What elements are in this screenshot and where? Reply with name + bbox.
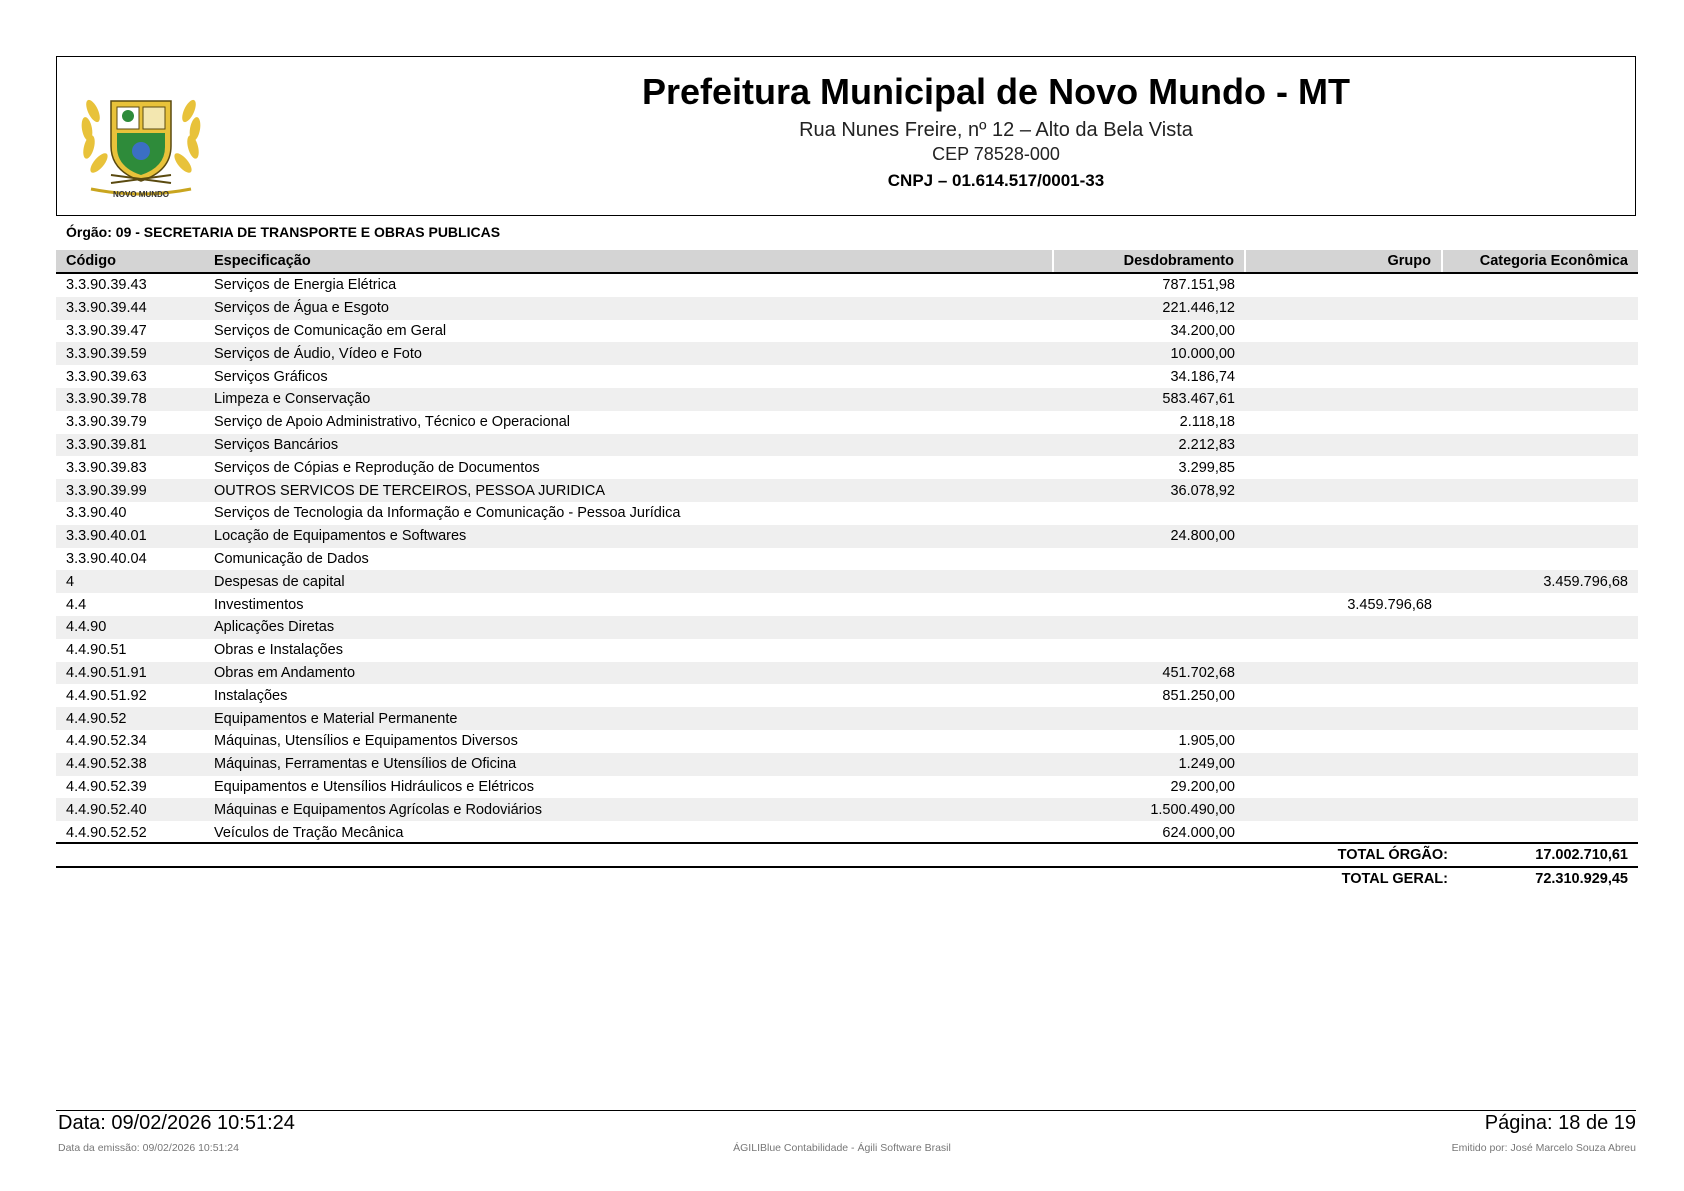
cell-especificacao: Aplicações Diretas (204, 616, 1053, 639)
cell-desdobramento (1053, 639, 1245, 662)
cell-especificacao: Veículos de Tração Mecânica (214, 824, 404, 841)
cell-especificacao: Despesas de capital (204, 570, 1053, 593)
cell-codigo: 3.3.90.39.99 (56, 479, 204, 502)
cell-grupo (1245, 525, 1442, 548)
cell-desdobramento: 1.905,00 (1178, 733, 1235, 750)
cell-categoria (1442, 548, 1638, 571)
cell-categoria (1442, 525, 1638, 548)
cell-grupo (1245, 616, 1442, 639)
col-header-categoria: Categoria Econômica (1442, 250, 1638, 273)
municipal-crest-logo (71, 71, 211, 201)
cell-grupo (1245, 273, 1442, 297)
totals-block (56, 842, 1638, 890)
cell-categoria (1442, 753, 1638, 776)
orgao-heading: Órgão: 09 - SECRETARIA DE TRANSPORTE E OBRAS PUBLICAS (66, 224, 501, 240)
cell-categoria (1442, 662, 1638, 685)
total-geral-value: 72.310.929,45 (1535, 871, 1628, 887)
cell-desdobramento (1053, 707, 1245, 730)
cell-desdobramento (1053, 502, 1245, 525)
cell-categoria (1442, 411, 1638, 434)
table-row (56, 593, 1638, 616)
cell-codigo: 3.3.90.40.04 (66, 550, 147, 567)
total-orgao-value: 17.002.710,61 (1535, 847, 1628, 863)
cell-categoria (1442, 342, 1638, 365)
cell-grupo (1245, 297, 1442, 320)
table-row (56, 456, 1638, 479)
cell-especificacao: Máquinas, Ferramentas e Utensílios de Oficina (204, 753, 1053, 776)
expense-table (56, 250, 1638, 844)
cell-desdobramento: 10.000,00 (1053, 342, 1245, 365)
table-row (56, 479, 1638, 502)
cell-grupo (1245, 365, 1442, 388)
cell-grupo (1245, 479, 1442, 502)
cell-desdobramento: 221.446,12 (1053, 297, 1245, 320)
cell-especificacao: Comunicação de Dados (214, 550, 369, 567)
svg-text:NOVO MUNDO: NOVO MUNDO (113, 190, 169, 199)
cell-especificacao: Serviços de Tecnologia da Informação e Comunicação - Pessoa Jurídica (214, 505, 681, 522)
table-row (56, 684, 1638, 707)
cell-categoria (1442, 502, 1638, 525)
table-row (56, 753, 1638, 776)
cell-grupo (1245, 434, 1442, 457)
cell-codigo: 3.3.90.39.43 (66, 277, 147, 294)
total-orgao-row (56, 842, 1638, 866)
table-row (56, 342, 1638, 365)
table-row (56, 525, 1638, 548)
cell-desdobramento (1053, 593, 1245, 616)
cell-especificacao: Serviço de Apoio Administrativo, Técnico e Operacional (214, 414, 570, 431)
cell-desdobramento: 451.702,68 (1053, 662, 1245, 685)
cell-desdobramento: 3.299,85 (1178, 459, 1235, 476)
cell-especificacao: Serviços de Água e Esgoto (204, 297, 1053, 320)
cell-especificacao: Serviços de Energia Elétrica (214, 277, 397, 294)
table-row (56, 548, 1638, 571)
cell-categoria: 3.459.796,68 (1442, 570, 1638, 593)
cell-codigo: 3.3.90.39.83 (66, 459, 147, 476)
cell-categoria (1442, 456, 1638, 479)
cell-especificacao: Locação de Equipamentos e Softwares (204, 525, 1053, 548)
cell-grupo (1245, 753, 1442, 776)
cell-grupo (1245, 548, 1442, 571)
cell-desdobramento: 1.249,00 (1053, 753, 1245, 776)
cell-grupo (1245, 342, 1442, 365)
cell-codigo: 3.3.90.39.79 (66, 414, 147, 431)
cell-grupo (1245, 798, 1442, 821)
total-orgao-label: TOTAL ÓRGÃO: (1337, 847, 1448, 863)
cell-desdobramento: 583.467,61 (1053, 388, 1245, 411)
table-row (56, 411, 1638, 434)
table-row (56, 388, 1638, 411)
cell-grupo (1245, 320, 1442, 343)
table-row (56, 776, 1638, 799)
footer-page-number: Página: 18 de 19 (1484, 1112, 1636, 1134)
cell-especificacao: Obras e Instalações (214, 642, 343, 659)
cell-especificacao: Serviços de Áudio, Vídeo e Foto (204, 342, 1053, 365)
table-row (56, 570, 1638, 593)
cell-categoria (1442, 365, 1638, 388)
cell-desdobramento: 24.800,00 (1053, 525, 1245, 548)
cell-codigo: 3.3.90.39.44 (56, 297, 204, 320)
cell-grupo: 3.459.796,68 (1347, 596, 1432, 613)
cell-codigo: 3.3.90.40 (66, 505, 127, 522)
cell-categoria (1442, 320, 1638, 343)
cell-especificacao: Máquinas e Equipamentos Agrícolas e Rodoviários (204, 798, 1053, 821)
total-geral-row (56, 866, 1638, 890)
cnpj-line: CNPJ – 01.614.517/0001-33 (887, 171, 1105, 190)
cell-grupo (1245, 662, 1442, 685)
cell-grupo (1245, 570, 1442, 593)
cell-especificacao: Investimentos (214, 596, 304, 613)
cell-desdobramento: 787.151,98 (1162, 277, 1235, 294)
table-row (56, 434, 1638, 457)
cell-grupo (1245, 730, 1442, 753)
table-row (56, 616, 1638, 639)
footer-issued-by: Emitido por: José Marcelo Souza Abreu (1451, 1142, 1636, 1154)
cell-especificacao: Equipamentos e Utensílios Hidráulicos e Elétricos (214, 778, 534, 795)
cell-grupo (1245, 502, 1442, 525)
cell-categoria (1442, 388, 1638, 411)
cell-desdobramento: 34.186,74 (1170, 368, 1235, 385)
cell-especificacao: Serviços Gráficos (214, 368, 328, 385)
cell-codigo: 4 (56, 570, 204, 593)
cell-especificacao: Serviços de Comunicação em Geral (214, 322, 447, 339)
cell-desdobramento (1053, 616, 1245, 639)
page-header (56, 56, 1636, 216)
cell-categoria (1442, 273, 1638, 297)
table-row (56, 273, 1638, 297)
cell-grupo (1245, 684, 1442, 707)
cell-desdobramento: 624.000,00 (1162, 824, 1235, 841)
footer-software: ÁGILIBlue Contabilidade - Ágili Software Brasil (733, 1142, 951, 1154)
col-header-codigo: Código (56, 250, 204, 273)
cell-codigo: 4.4.90 (56, 616, 204, 639)
cell-codigo: 4.4.90.52.38 (56, 753, 204, 776)
cell-grupo (1245, 388, 1442, 411)
table-row (56, 730, 1638, 753)
cell-grupo (1245, 707, 1442, 730)
cell-desdobramento: 1.500.490,00 (1053, 798, 1245, 821)
cell-codigo: 3.3.90.39.81 (56, 434, 204, 457)
cell-especificacao: OUTROS SERVICOS DE TERCEIROS, PESSOA JURIDICA (204, 479, 1053, 502)
cell-categoria (1442, 684, 1638, 707)
footer-divider (56, 1110, 1636, 1111)
cell-categoria (1442, 821, 1638, 844)
cell-categoria (1442, 593, 1638, 616)
cell-desdobramento: 36.078,92 (1053, 479, 1245, 502)
cell-codigo: 4.4.90.52.34 (66, 733, 147, 750)
cell-desdobramento: 2.212,83 (1053, 434, 1245, 457)
table-row (56, 662, 1638, 685)
cell-especificacao: Máquinas, Utensílios e Equipamentos Diversos (214, 733, 518, 750)
footer-date: Data: 09/02/2026 10:51:24 (58, 1112, 295, 1134)
cell-codigo: 4.4.90.52.52 (66, 824, 147, 841)
cell-categoria (1442, 479, 1638, 502)
total-geral-label: TOTAL GERAL: (1341, 871, 1448, 887)
col-header-grupo: Grupo (1245, 250, 1442, 273)
table-row (56, 821, 1638, 844)
cell-codigo: 4.4.90.51.92 (66, 687, 147, 704)
cell-grupo (1245, 456, 1442, 479)
cell-especificacao: Limpeza e Conservação (204, 388, 1053, 411)
cell-categoria (1442, 798, 1638, 821)
cell-categoria (1442, 730, 1638, 753)
cell-codigo: 3.3.90.39.78 (56, 388, 204, 411)
cell-especificacao: Equipamentos e Material Permanente (204, 707, 1053, 730)
table-row (56, 365, 1638, 388)
cell-categoria (1442, 707, 1638, 730)
table-row (56, 639, 1638, 662)
col-header-especificacao: Especificação (204, 250, 1053, 273)
table-header-row (56, 250, 1638, 273)
table-row (56, 798, 1638, 821)
cell-categoria (1442, 776, 1638, 799)
cell-especificacao: Serviços de Cópias e Reprodução de Documentos (214, 459, 540, 476)
cell-especificacao: Serviços Bancários (204, 434, 1053, 457)
cell-desdobramento: 29.200,00 (1170, 778, 1235, 795)
page-title: Prefeitura Municipal de Novo Mundo - MT (641, 71, 1350, 112)
cell-desdobramento: 851.250,00 (1162, 687, 1235, 704)
cell-grupo (1245, 639, 1442, 662)
cell-desdobramento (1053, 570, 1245, 593)
cep-line: CEP 78528-000 (932, 144, 1060, 164)
table-row (56, 502, 1638, 525)
col-header-desdobramento: Desdobramento (1053, 250, 1245, 273)
cell-grupo (1245, 411, 1442, 434)
cell-codigo: 4.4.90.52.40 (56, 798, 204, 821)
cell-desdobramento: 2.118,18 (1179, 414, 1235, 431)
cell-desdobramento: 34.200,00 (1170, 322, 1235, 339)
cell-grupo (1245, 821, 1442, 844)
cell-categoria (1442, 297, 1638, 320)
address-line: Rua Nunes Freire, nº 12 – Alto da Bela Vista (799, 119, 1193, 141)
cell-categoria (1442, 639, 1638, 662)
cell-especificacao: Instalações (214, 687, 288, 704)
cell-codigo: 4.4 (66, 596, 87, 613)
cell-codigo: 4.4.90.52 (56, 707, 204, 730)
table-row (56, 297, 1638, 320)
cell-codigo: 3.3.90.39.47 (66, 322, 147, 339)
cell-categoria (1442, 616, 1638, 639)
table-row (56, 320, 1638, 343)
cell-grupo (1245, 776, 1442, 799)
cell-codigo: 3.3.90.39.59 (56, 342, 204, 365)
cell-codigo: 4.4.90.52.39 (66, 778, 147, 795)
cell-categoria (1442, 434, 1638, 457)
cell-especificacao: Obras em Andamento (204, 662, 1053, 685)
footer-emission-date: Data da emissão: 09/02/2026 10:51:24 (58, 1142, 239, 1154)
cell-codigo: 3.3.90.40.01 (56, 525, 204, 548)
cell-codigo: 3.3.90.39.63 (66, 368, 147, 385)
cell-codigo: 4.4.90.51.91 (56, 662, 204, 685)
cell-codigo: 4.4.90.51 (66, 642, 127, 659)
table-row (56, 707, 1638, 730)
cell-desdobramento (1053, 548, 1245, 571)
